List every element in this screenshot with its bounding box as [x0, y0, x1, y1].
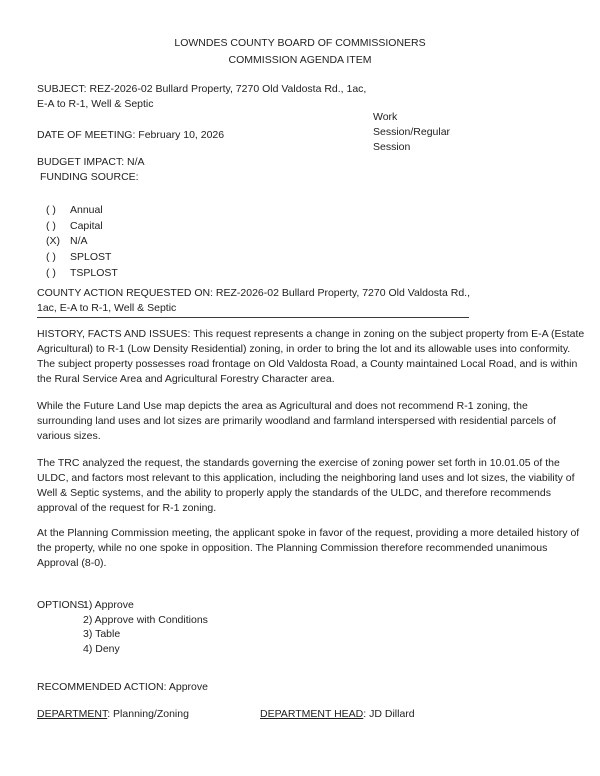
options-list [83, 598, 208, 656]
checkbox-mark: ( ) [46, 266, 56, 279]
header-doc-type: COMMISSION AGENDA ITEM [228, 54, 372, 66]
session-type-block [373, 110, 450, 155]
department-value: : Planning/Zoning [107, 708, 189, 720]
document-header [0, 35, 600, 69]
department-item [37, 708, 189, 720]
funding-option-na [46, 234, 118, 250]
recommended-action: RECOMMENDED ACTION: Approve [37, 681, 208, 693]
session-type-line-3: Session [373, 141, 411, 153]
funding-option-label: Capital [70, 219, 103, 232]
option-approve: 1) Approve [83, 599, 134, 611]
county-action-line-2: 1ac, E-A to R-1, Well & Septic [37, 302, 177, 314]
funding-option-annual [46, 203, 118, 219]
department-head-item [260, 707, 415, 722]
subject-line-2: E-A to R-1, Well & Septic [37, 98, 154, 110]
checkbox-mark-checked: (X) [46, 235, 60, 248]
option-deny: 4) Deny [83, 642, 120, 655]
department-head-value: : JD Dillard [363, 708, 415, 720]
budget-block [37, 155, 145, 185]
county-action-requested [37, 286, 469, 318]
checkbox-mark: ( ) [46, 219, 56, 232]
funding-option-splost [46, 250, 118, 266]
option-approve-with-conditions: 2) Approve with Conditions [83, 613, 208, 626]
subject-line-1: SUBJECT: REZ-2026-02 Bullard Property, 7270 Old Valdosta Rd., 1ac, [37, 83, 367, 95]
funding-option-label: Annual [70, 204, 103, 216]
checkbox-mark: ( ) [46, 251, 56, 264]
future-land-use-paragraph: While the Future Land Use map depicts the area as Agricultural and does not recommend R-1 zoning, the surrounding land uses and lot sizes are primarily woodland and farmland interspersed with residential parcels of various sizes. [37, 400, 556, 442]
planning-commission-paragraph: At the Planning Commission meeting, the applicant spoke in favor of the request, providing a more detailed history of the property, while no one spoke in opposition. The Planning Commission therefore recommended unanimous Approval (8-0). [37, 527, 580, 569]
session-type-line-2: Session/Regular [373, 126, 451, 138]
department-label: DEPARTMENT [37, 708, 108, 720]
funding-option-label: SPLOST [70, 251, 112, 264]
date-of-meeting: DATE OF MEETING: February 10, 2026 [37, 129, 225, 141]
session-type-line-1: Work [373, 111, 398, 123]
funding-option-label: N/A [70, 235, 88, 248]
funding-option-label: TSPLOST [70, 266, 118, 279]
funding-source-label: FUNDING SOURCE: [40, 171, 139, 183]
header-org-name: LOWNDES COUNTY BOARD OF COMMISSIONERS [174, 37, 426, 49]
subject-block [37, 82, 366, 112]
county-action-line-1: COUNTY ACTION REQUESTED ON: REZ-2026-02 Bullard Property, 7270 Old Valdosta Rd., [37, 287, 470, 299]
option-table: 3) Table [83, 628, 121, 640]
options-block [37, 598, 208, 656]
checkbox-mark: ( ) [46, 204, 56, 216]
funding-source-list [46, 203, 118, 282]
funding-option-tsplost [46, 266, 118, 282]
funding-option-capital [46, 219, 118, 235]
options-label: OPTIONS: [37, 599, 88, 611]
department-row [37, 707, 577, 722]
trc-analysis-paragraph: The TRC analyzed the request, the standards governing the exercise of zoning power set forth in 10.01.05 of the ULDC, and factors most relevant to this application, including the neighboring land uses and lot sizes, the viability of Well & Septic systems, and the ability to properly apply the standards of the ULDC, and therefore recommends approval of the request for R-1 zoning. [37, 457, 575, 514]
department-head-label: DEPARTMENT HEAD [260, 708, 364, 720]
history-facts-issues-paragraph: HISTORY, FACTS AND ISSUES: This request represents a change in zoning on the subject property from E-A (Estate Agricultural) to R-1 (Low Density Residential) zoning, in order to bring the lot and its allowable uses into conformity. The subject property possesses road frontage on Old Valdosta Road, a County maintained Local Road, and is within the Rural Service Area and Agricultural Forestry Character area. [37, 328, 585, 385]
budget-impact: BUDGET IMPACT: N/A [37, 156, 145, 168]
